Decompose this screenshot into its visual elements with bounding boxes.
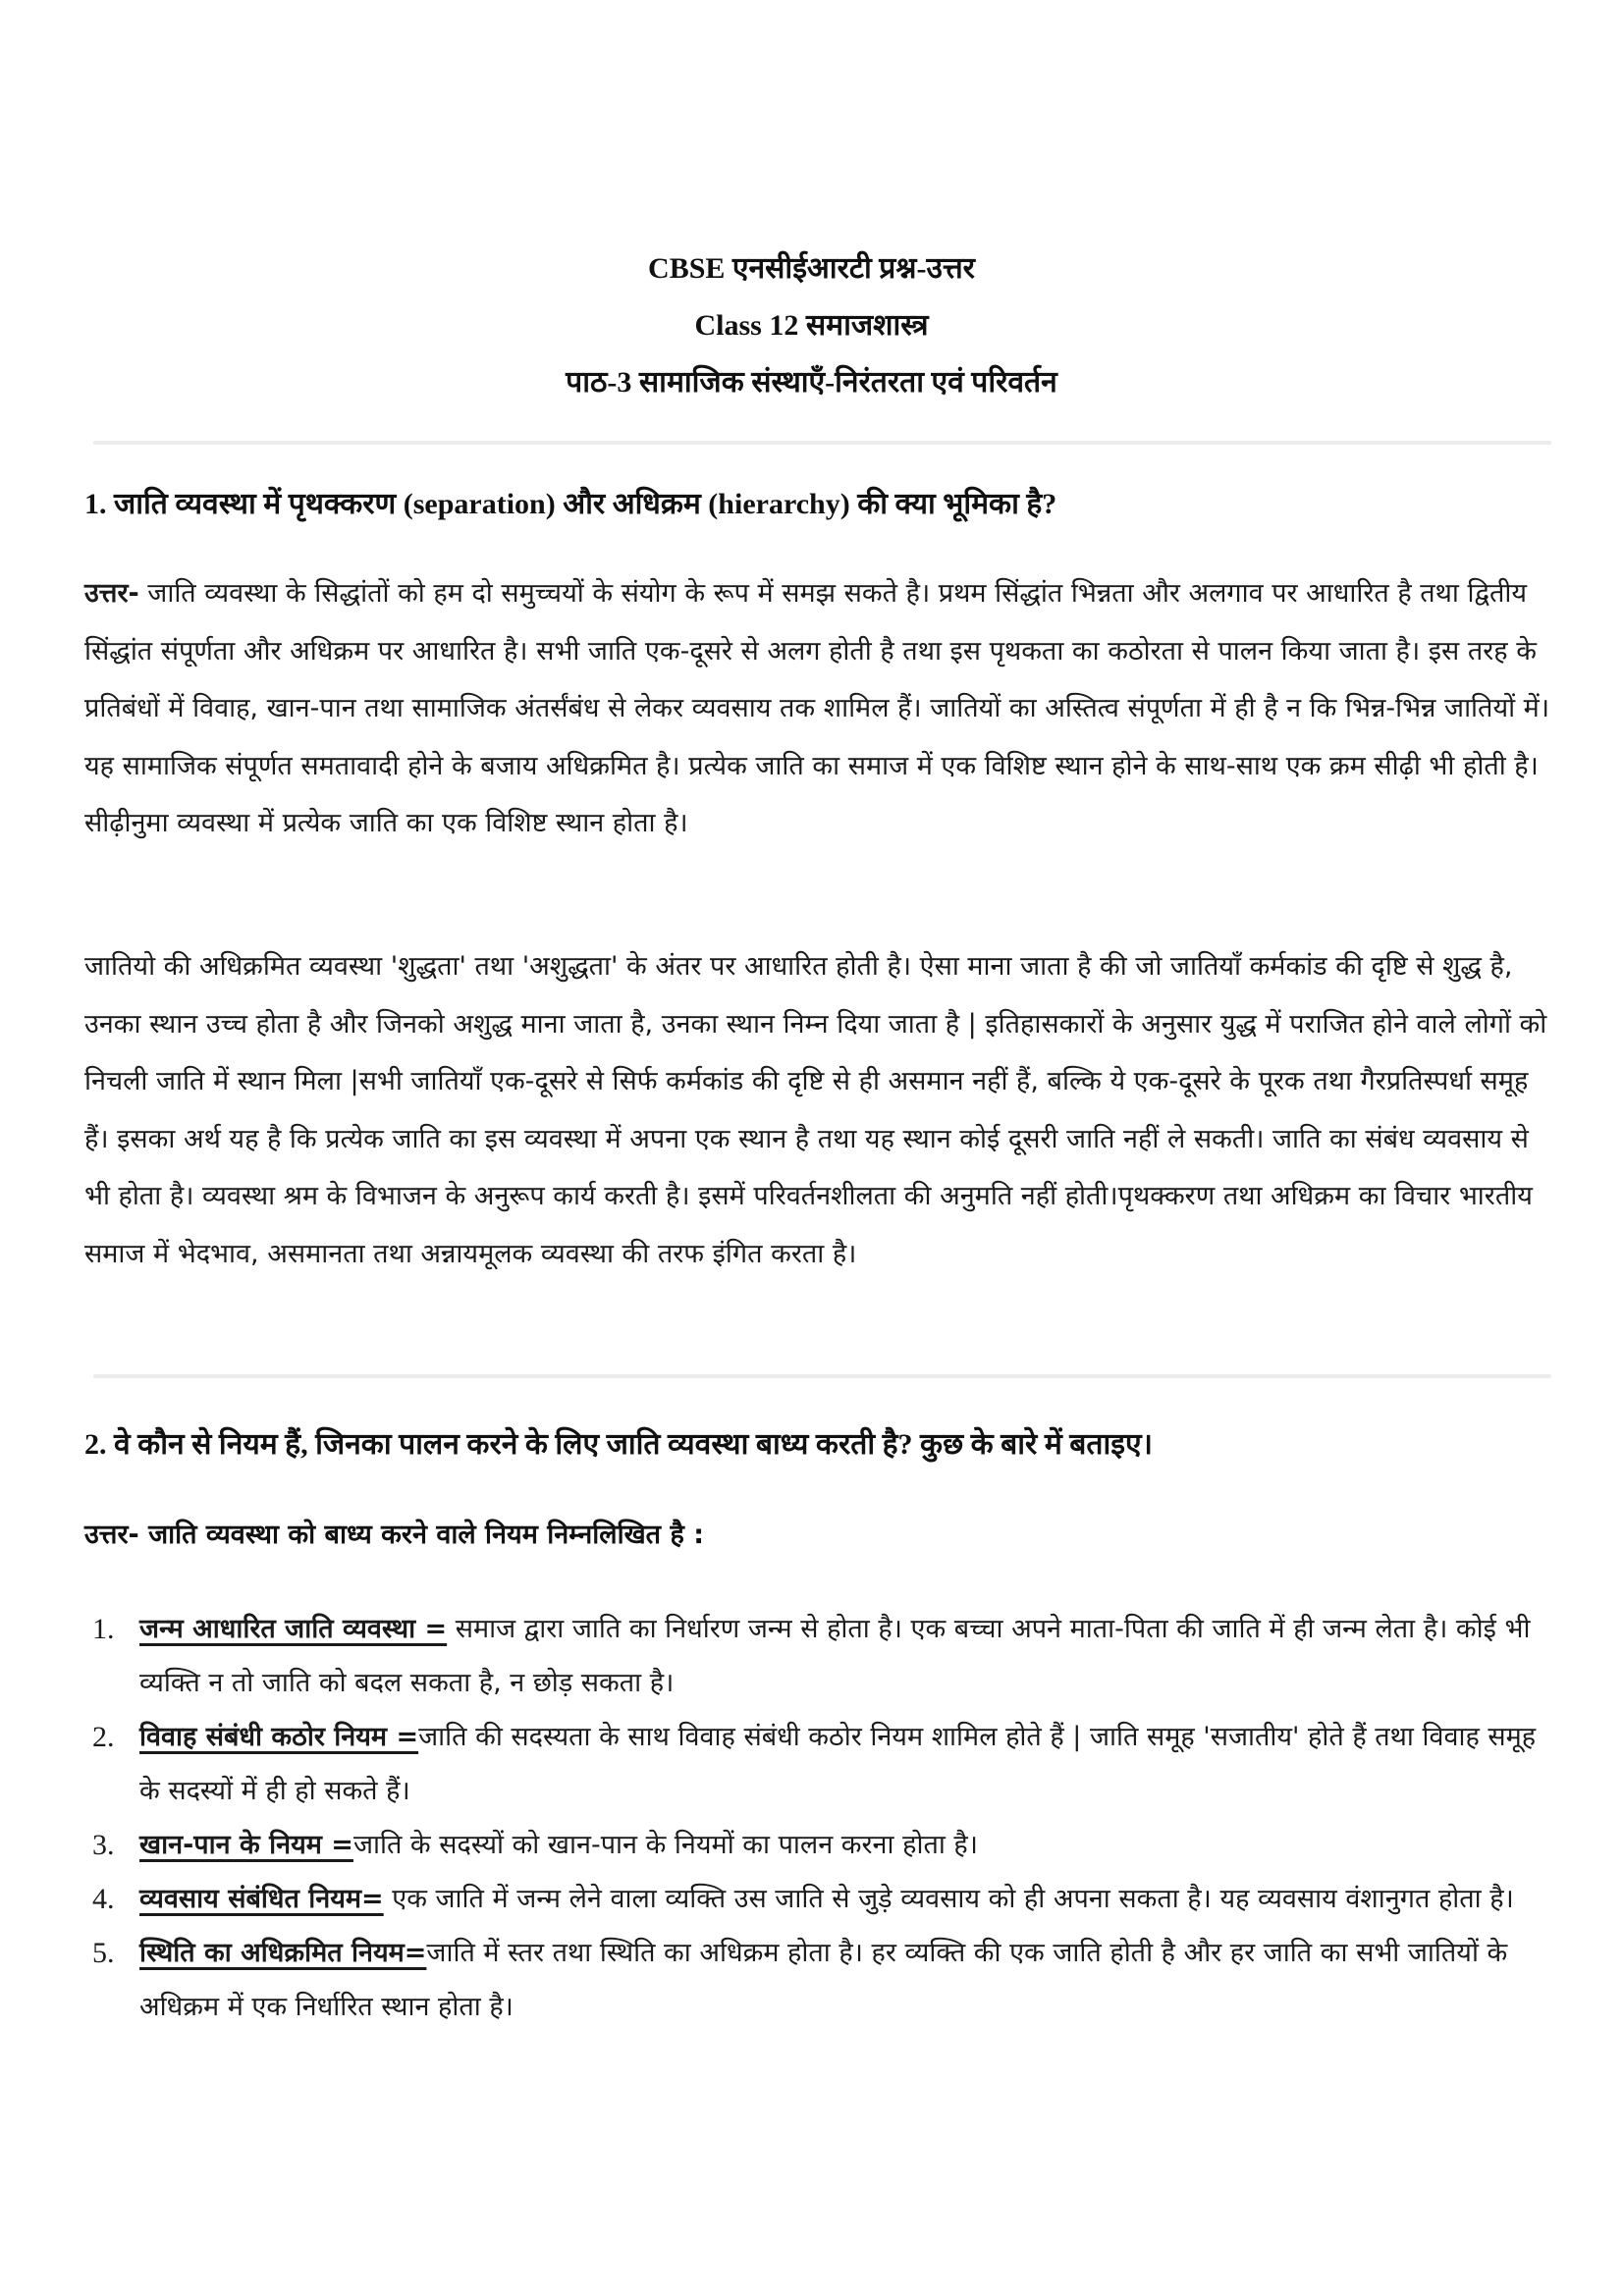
list-item (84, 1872, 1557, 1926)
list-item (84, 1926, 1557, 2034)
rule-description: समाज द्वारा जाति का निर्धारण जन्म से होता है। एक बच्चा अपने माता-पिता की जाति में ही जन्म लेता है। कोई भी व्यक्ति न तो जाति को बदल सकता है, न छोड़ सकता है। (139, 1614, 1531, 1698)
rule-term: विवाह संबंधी कठोर नियम = (139, 1722, 419, 1752)
list-item-number: 2. (92, 1721, 115, 1753)
section-divider (93, 441, 1551, 445)
rule-description: जाति में स्तर तथा स्थिति का अधिक्रम होता है। हर व्यक्ति की एक जाति होती है और हर जाति का सभी जातियों के अधिक्रम में एक निर्धारित स्थान होता है। (139, 1938, 1508, 2022)
question-1-answer-paragraph-1 (84, 565, 1557, 853)
list-item (84, 1710, 1557, 1818)
rule-term: खान-पान के नियम = (139, 1830, 353, 1860)
list-item-number: 5. (92, 1937, 115, 1969)
rule-term: जन्म आधारित जाति व्यवस्था = (139, 1614, 448, 1644)
answer-text: जाति व्यवस्था के सिद्धांतों को हम दो समुच्चयों के संयोग के रूप में समझ सकते है। प्रथम सिंद्धांत भिन्नता और अलगाव पर आधारित है तथा द्वितीय सिंद्धांत संपूर्णता और अधिक्रम पर आधारित है। सभी जाति एक-दूसरे से अलग होती है तथा इस पृथकता का कठोरता से पालन किया जाता है। इस तरह के प्रतिबंधों में विवाह, खान-पान तथा सामाजिक अंतर्संबंध से लेकर व्यवसाय तक शामिल हैं। जातियों का अस्तित्व संपूर्णता में ही है न कि भिन्न-भिन्न जातियों में। यह सामाजिक संपूर्णत समतावादी होने के बजाय अधिक्रमित है। प्रत्येक जाति का समाज में एक विशिष्ट स्थान होने के साथ-साथ एक क्रम सीढ़ी भी होती है। सीढ़ीनुमा व्यवस्था में प्रत्येक जाति का एक विशिष्ट स्थान होता है। (84, 578, 1550, 838)
list-item (84, 1818, 1557, 1872)
question-2-answer-intro: उत्तर- जाति व्यवस्था को बाध्य करने वाले नियम निम्नलिखित है : (84, 1520, 704, 1550)
rule-description: जाति के सदस्यों को खान-पान के नियमों का पालन करना होता है। (352, 1830, 978, 1860)
question-1-heading: 1. जाति व्यवस्था में पृथक्करण (separation) और अधिक्रम (hierarchy) की क्या भूमिका है? (84, 488, 1057, 520)
rule-term: व्यवसाय संबंधित नियम= (139, 1884, 384, 1914)
document-title-block (0, 240, 1623, 411)
question-1-answer-paragraph-2: जातियो की अधिक्रमित व्यवस्था 'शुद्धता' तथा 'अशुद्धता' के अंतर पर आधारित होती है। ऐसा माना जाता है की जो जातियाँ कर्मकांड की दृष्टि से शुद्ध है, उनका स्थान उच्च होता है और जिनको अशुद्ध माना जाता है, उनका स्थान निम्न दिया जाता है | इतिहासकारों के अनुसार युद्ध में पराजित होने वाले लोगों को निचली जाति में स्थान मिला |सभी जातियाँ एक-दूसरे से सिर्फ कर्मकांड की दृष्टि से ही असमान नहीं हैं, बल्कि ये एक-दूसरे के पूरक तथा गैरप्रतिस्पर्धा समूह हैं। इसका अर्थ यह है कि प्रत्येक जाति का इस व्यवस्था में अपना एक स्थान है तथा यह स्थान कोई दूसरी जाति नहीं ले सकती। जाति का संबंध व्यवसाय से भी होता है। व्यवस्था श्रम के विभाजन के अनुरूप कार्य करती है। इसमें परिवर्तनशीलता की अनुमति नहीं होती।पृथक्करण तथा अधिक्रम का विचार भारतीय समाज में भेदभाव, असमानता तथा अन्नायमूलक व्यवस्था की तरफ इंगित करता है। (84, 951, 1547, 1269)
section-divider (93, 1374, 1551, 1378)
title-board: CBSE एनसीईआरटी प्रश्न-उत्तर (648, 252, 975, 285)
list-item (84, 1602, 1557, 1710)
title-class-subject: Class 12 समाजशास्त्र (694, 309, 929, 342)
answer-label: उत्तर- (84, 578, 139, 609)
list-item-number: 1. (92, 1613, 115, 1645)
rule-description: जाति की सदस्यता के साथ विवाह संबंधी कठोर नियम शामिल होते हैं | जाति समूह 'सजातीय' होते हैं तथा विवाह समूह के सदस्यों में ही हो सकते हैं। (139, 1722, 1537, 1806)
rule-description: एक जाति में जन्म लेने वाला व्यक्ति उस जाति से जुड़े व्यवसाय को ही अपना सकता है। यह व्यवसाय वंशानुगत होता है। (383, 1884, 1514, 1914)
list-item-number: 4. (92, 1883, 115, 1915)
list-item-number: 3. (92, 1829, 115, 1861)
question-2-heading: 2. वे कौन से नियम हैं, जिनका पालन करने के लिए जाति व्यवस्था बाध्य करती है? कुछ के बारे में बताइए। (84, 1428, 1153, 1461)
title-chapter: पाठ-3 सामाजिक संस्थाएँ-निरंतरता एवं परिवर्तन (566, 366, 1057, 399)
rule-term: स्थिति का अधिक्रमित नियम= (139, 1938, 427, 1968)
caste-rules-list (84, 1602, 1557, 2034)
